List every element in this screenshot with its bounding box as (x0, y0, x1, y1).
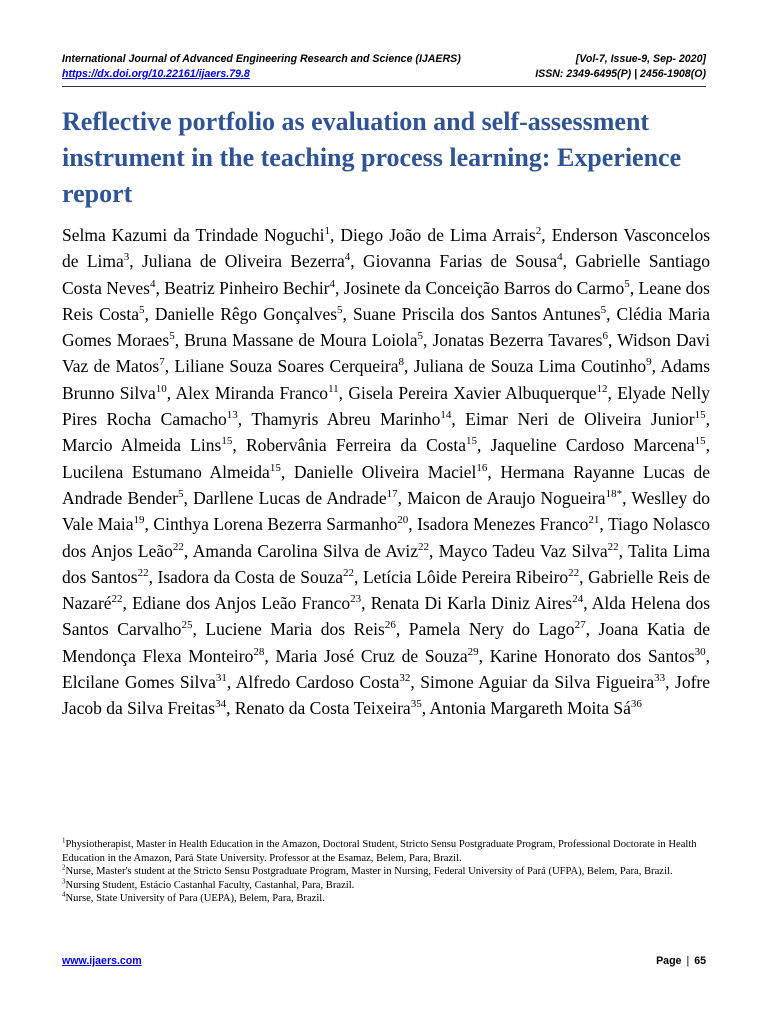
affiliation-marker: 25 (181, 619, 193, 632)
footnote (62, 892, 710, 906)
author-name: Beatriz Pinheiro Bechir (164, 277, 330, 298)
page-footer (62, 955, 706, 967)
affiliation-marker: 27 (574, 619, 586, 632)
affiliation-marker: 15 (269, 461, 281, 474)
author-name: Simone Aguiar da Silva Figueira (420, 672, 655, 693)
affiliation-marker: 3 (123, 251, 130, 264)
author-name: Hermana Rayanne Lucas de Andrade Bender (62, 461, 711, 508)
affiliation-marker: 22 (568, 567, 580, 580)
author-entry (142, 251, 350, 271)
running-header-top (62, 53, 706, 65)
affiliation-marker: 24 (572, 593, 584, 606)
author-entry (153, 514, 408, 534)
affiliation-marker: 12 (596, 382, 608, 395)
footnote (62, 838, 710, 865)
author-name: Ediane dos Anjos Leão Franco (132, 593, 351, 614)
affiliation-marker: 20 (397, 514, 409, 527)
affiliation-marker: 7 (159, 356, 165, 369)
author-entry (62, 672, 227, 692)
footnote-number: 2 (62, 863, 66, 872)
author-name: Renato da Costa Teixeira (234, 698, 411, 719)
author-name: Alda Helena dos Santos Carvalho (62, 593, 711, 640)
affiliation-marker: 5 (417, 330, 423, 343)
affiliation-marker: 28 (253, 645, 265, 658)
footnote-text: Nurse, State University of Para (UEPA), Belem, Para, Brazil. (65, 893, 325, 904)
author-entry (193, 488, 397, 508)
affiliation-marker: 5 (624, 277, 630, 290)
author-name: Bruna Massane de Moura Loiola (184, 330, 418, 351)
author-name: Jonatas Bezerra Tavares (432, 330, 603, 351)
author-name: Isadora Menezes Franco (417, 514, 589, 535)
affiliation-marker: 19 (133, 514, 145, 527)
paper-title: Reflective portfolio as evaluation and self-assessment instrument in the teaching process learning: Experience report (62, 107, 682, 208)
author-entry (348, 383, 607, 403)
affiliation-marker: 22 (111, 593, 123, 606)
author-name: Mayco Tadeu Vaz Silva (438, 540, 608, 561)
affiliation-footnotes (62, 838, 710, 906)
author-entry (62, 225, 330, 245)
author-entry (490, 646, 706, 666)
author-name: Jaqueline Cardoso Marcena (490, 435, 695, 456)
author-entry (409, 619, 586, 639)
author-entry (158, 567, 354, 587)
author-name: Gisela Pereira Xavier Albuquerque (348, 382, 597, 403)
author-name: Karine Honorato dos Santos (489, 645, 695, 666)
author-name: Marcio Almeida Lins (62, 435, 222, 456)
author-name: Maicon de Araujo Nogueira (407, 487, 606, 508)
author-name: Widson Davi Vaz de Matos (62, 330, 711, 377)
author-entry (433, 330, 608, 350)
author-name: Alex Miranda Franco (175, 382, 329, 403)
footnote-number: 1 (62, 836, 66, 845)
author-name: Elyade Nelly Pires Rocha Camacho (62, 382, 711, 430)
journal-name: International Journal of Advanced Engineering Research and Science (IJAERS) (62, 53, 461, 65)
page-separator: | (686, 955, 690, 967)
affiliation-marker: 4 (149, 277, 156, 290)
author-name: Enderson Vasconcelos de Lima (62, 225, 711, 272)
author-name: Lucilena Estumano Almeida (62, 461, 270, 482)
author-name: Juliana de Oliveira Bezerra (141, 251, 345, 272)
affiliation-marker: 4 (329, 277, 336, 290)
page-number: 65 (694, 955, 706, 967)
author-name: Elcilane Gomes Silva (62, 672, 216, 693)
affiliation-marker: 29 (467, 645, 479, 658)
affiliation-marker: 22 (343, 567, 355, 580)
author-name: Leane dos Reis Costa (62, 277, 710, 324)
affiliation-marker: 32 (399, 672, 411, 685)
affiliation-marker: 5 (178, 488, 184, 501)
author-entry (414, 356, 652, 376)
author-entry (251, 409, 451, 429)
author-entry (429, 698, 641, 718)
affiliation-marker: 15 (694, 409, 706, 422)
author-name: Danielle Oliveira Maciel (293, 461, 477, 482)
affiliation-marker: 36 (630, 698, 642, 711)
author-name: Adams Brunno Silva (62, 356, 710, 403)
affiliation-marker: 5 (337, 304, 343, 317)
affiliation-marker: 30 (694, 645, 706, 658)
author-name: Eimar Neri de Oliveira Junior (465, 409, 695, 430)
affiliation-marker: 31 (215, 672, 227, 685)
affiliation-marker: 22 (418, 540, 430, 553)
author-entry (371, 593, 583, 613)
footnote-text: Nursing Student, Estácio Castanhal Faculty, Castanhal, Para, Brazil. (65, 879, 355, 891)
page-label: Page (656, 955, 682, 967)
author-entry (62, 435, 232, 455)
author-name: Suane Priscila dos Santos Antunes (352, 303, 601, 324)
affiliation-marker: 15 (221, 435, 233, 448)
author-name: Selma Kazumi da Trindade Noguchi (62, 225, 325, 245)
page-number-block (656, 955, 706, 967)
author-entry (205, 619, 395, 639)
author-entry (417, 514, 599, 534)
author-name: Weslley do Vale Maia (62, 487, 710, 535)
author-name: Darllene Lucas de Andrade (193, 487, 387, 508)
author-entry (275, 646, 478, 666)
author-name: Jofre Jacob da Silva Freitas (62, 672, 711, 719)
journal-website-link[interactable]: www.ijaers.com (62, 955, 142, 967)
author-entry (363, 251, 563, 271)
author-name: Robervânia Ferreira da Costa (245, 435, 466, 456)
author-name: Cinthya Lorena Bezerra Sarmanho (153, 514, 398, 535)
author-name: Liliane Souza Soares Cerqueira (174, 356, 399, 377)
author-entry (420, 672, 665, 692)
author-entry (174, 356, 404, 376)
author-name: Tiago Nolasco dos Anjos Leão (62, 514, 710, 561)
affiliation-marker: 5 (139, 304, 145, 317)
footnote-text: Physiotherapist, Master in Health Education in the Amazon, Doctoral Student, Stricto Sensu Postgraduate Program, Professional Doctorate in Health Education in the Amazon, Pará State University. Professor at the Esamaz, Belem, Para, Brazil. (62, 839, 697, 864)
volume-info: [Vol-7, Issue-9, Sep- 2020] (575, 53, 706, 65)
author-entry (62, 462, 281, 482)
affiliation-marker: 23 (350, 593, 362, 606)
author-name: Amanda Carolina Silva de Aviz (192, 540, 419, 561)
author-entry (344, 278, 630, 298)
author-entry (193, 541, 429, 561)
author-name: Juliana de Souza Lima Coutinho (413, 356, 647, 377)
author-entry (155, 304, 343, 324)
doi-link[interactable]: https://dx.doi.org/10.22161/ijaers.79.8 (62, 68, 250, 80)
affiliation-marker: 9 (646, 356, 652, 369)
affiliation-marker: 4 (557, 251, 563, 264)
affiliation-marker: 35 (410, 698, 422, 711)
author-entry (407, 488, 622, 508)
affiliation-marker: 2 (535, 225, 542, 238)
author-name: Luciene Maria dos Reis (205, 619, 385, 640)
affiliation-marker: 4 (344, 251, 351, 264)
author-entry (176, 383, 339, 403)
affiliation-marker: 11 (328, 382, 339, 395)
affiliation-marker: 33 (654, 672, 666, 685)
author-name: Antonia Margareth Moita Sá (429, 698, 631, 719)
affiliation-marker: 1 (324, 225, 330, 238)
author-name: Letícia Lôide Pereira Ribeiro (362, 566, 569, 587)
affiliation-marker: 13 (226, 409, 238, 422)
affiliation-marker: 10 (155, 382, 167, 395)
affiliation-marker: 15 (466, 435, 477, 448)
affiliation-marker: 15 (694, 435, 706, 448)
author-list: Selma Kazumi da Trindade Noguchi$^1$, Diego João de Lima Arrais$^2$, Enderson Vasconcelos de Lima$^3$, Juliana de Oliveira Bezerra$^4$, Giovanna Farias de Sousa$^4$, Gabrielle Santiago Costa Neves$^4$, Beatriz Pinheiro Bechir$^4$, Josinete da Conceição Barros do Carmo$^5$, Leane dos Reis Costa$^5$, Danielle Rêgo Gonçalves$^5$, Suane Priscila dos Santos Antunes$^5$, Clédia Maria Gomes Moraes$^5$, Bruna Massane de Moura Loiola$^5$, Jonatas Bezerra Tavares$^6$, Widson Davi Vaz de Matos$^7$, Liliane Souza Soares Cerqueira$^8$, Juliana de Souza Lima Coutinho$^9$, Adams Brunno Silva$^{10}$, Alex Miranda Franco$^{11}$, Gisela Pereira Xavier Albuquerque$^{12}$, Elyade Nelly Pires Rocha Camacho$^{13}$, Thamyris Abreu Marinho$^{14}$, Eimar Neri de Oliveira Junior$^{15}$, Marcio Almeida Lins$^{15}$, Robervânia Ferreira da Costa$^{15}$, Jaqueline Cardoso Marcena$^{15}$, Lucilena Estumano Almeida$^{15}$, Danielle Oliveira Maciel$^{16}$, Hermana Rayanne Lucas de Andrade Bender$^5$, Darllene Lucas de Andrade$^{17}$, Maicon de Araujo Nogueira$^{18*}$, Weslley do Vale Maia$^{19}$, Cinthya Lorena Bezerra Sarmanho$^{20}$, Isadora Menezes Franco$^{21}$, Tiago Nolasco dos Anjos Leão$^{22}$, Amanda Carolina Silva de Aviz$^{22}$, Mayco Tadeu Vaz Silva$^{22}$, Talita Lima dos Santos$^{22}$, Isadora da Costa de Souza$^{22}$, Letícia Lôide Pereira Ribeiro$^{22}$, Gabrielle Reis de Nazaré$^{22}$, Ediane dos Anjos Leão Franco$^{23}$, Renata Di Karla Diniz Aires$^{24}$, Alda Helena dos Santos Carvalho$^{25}$, Luciene Maria dos Reis$^{26}$, Pamela Nery do Lago$^{27}$, Joana Katia de Mendonça Flexa Monteiro$^{28}$, Maria José Cruz de Souza$^{29}$, Karine Honorato dos Santos$^{30}$, Elcilane Gomes Silva$^{31}$, Alfredo Cardoso Costa$^{32}$, Simone Aguiar da Silva Figueira$^{33}$, Jofre Jacob da Silva Freitas$^{34}$, Renato da Costa Teixeira$^{35}$, Antonia Margareth Moita $Sá^{36}$ (62, 225, 711, 719)
affiliation-marker: 34 (215, 698, 227, 711)
author-name: Gabrielle Santiago Costa Neves (62, 251, 711, 298)
author-name: Pamela Nery do Lago (408, 619, 575, 640)
author-entry (340, 225, 541, 245)
running-header-bottom (62, 68, 706, 80)
footnote (62, 876, 710, 893)
author-name: Maria José Cruz de Souza (275, 645, 468, 666)
author-name: Giovanna Farias de Sousa (363, 251, 558, 272)
affiliation-marker: 17 (386, 488, 398, 501)
affiliation-marker: 8 (398, 356, 405, 369)
author-entry (236, 672, 411, 692)
footnote-number: 3 (62, 876, 66, 885)
footnote (62, 865, 710, 879)
affiliation-marker: 22 (172, 540, 184, 553)
author-entry (164, 278, 335, 298)
author-entry (465, 409, 705, 429)
author-entry (363, 567, 579, 587)
author-name: Thamyris Abreu Marinho (251, 409, 441, 430)
author-name: Clédia Maria Gomes Moraes (62, 303, 711, 351)
author-name: Josinete da Conceição Barros do Carmo (343, 277, 625, 298)
issn-info: ISSN: 2349-6495(P) | 2456-1908(O) (535, 68, 706, 80)
affiliation-marker: 22 (137, 567, 149, 580)
author-name: Renata Di Karla Diniz Aires (370, 593, 573, 614)
author-entry (132, 593, 361, 613)
affiliation-marker: 18* (605, 488, 623, 501)
author-entry (246, 435, 477, 455)
author-entry (353, 304, 606, 324)
affiliation-marker: 6 (602, 330, 608, 343)
author-name: Alfredo Cardoso Costa (235, 672, 400, 693)
author-entry (439, 541, 619, 561)
author-name: Talita Lima dos Santos (62, 540, 710, 587)
affiliation-marker: 22 (607, 540, 619, 553)
author-name: Joana Katia de Mendonça Flexa Monteiro (62, 619, 711, 666)
footnote-text: Nurse, Master's student at the Stricto Sensu Postgraduate Program, Master in Nursing, Federal University of Pará (UFPA), Belem, Para, Brazil. (65, 866, 673, 877)
author-name: Danielle Rêgo Gonçalves (154, 303, 338, 324)
header-rule (62, 86, 706, 87)
author-entry (235, 698, 422, 718)
affiliation-marker: 5 (600, 304, 607, 317)
author-entry (491, 435, 706, 455)
author-name: Gabrielle Reis de Nazaré (62, 566, 711, 614)
author-entry (184, 330, 423, 350)
author-entry (294, 462, 488, 482)
author-name: Isadora da Costa de Souza (157, 566, 344, 587)
affiliation-marker: 16 (476, 461, 488, 474)
footnote-number: 4 (62, 890, 66, 899)
affiliation-marker: 26 (384, 619, 396, 632)
affiliation-marker: 14 (440, 409, 452, 422)
affiliation-marker: 21 (588, 514, 600, 527)
author-name: Diego João de Lima Arrais (340, 225, 536, 245)
affiliation-marker: 5 (169, 330, 175, 343)
